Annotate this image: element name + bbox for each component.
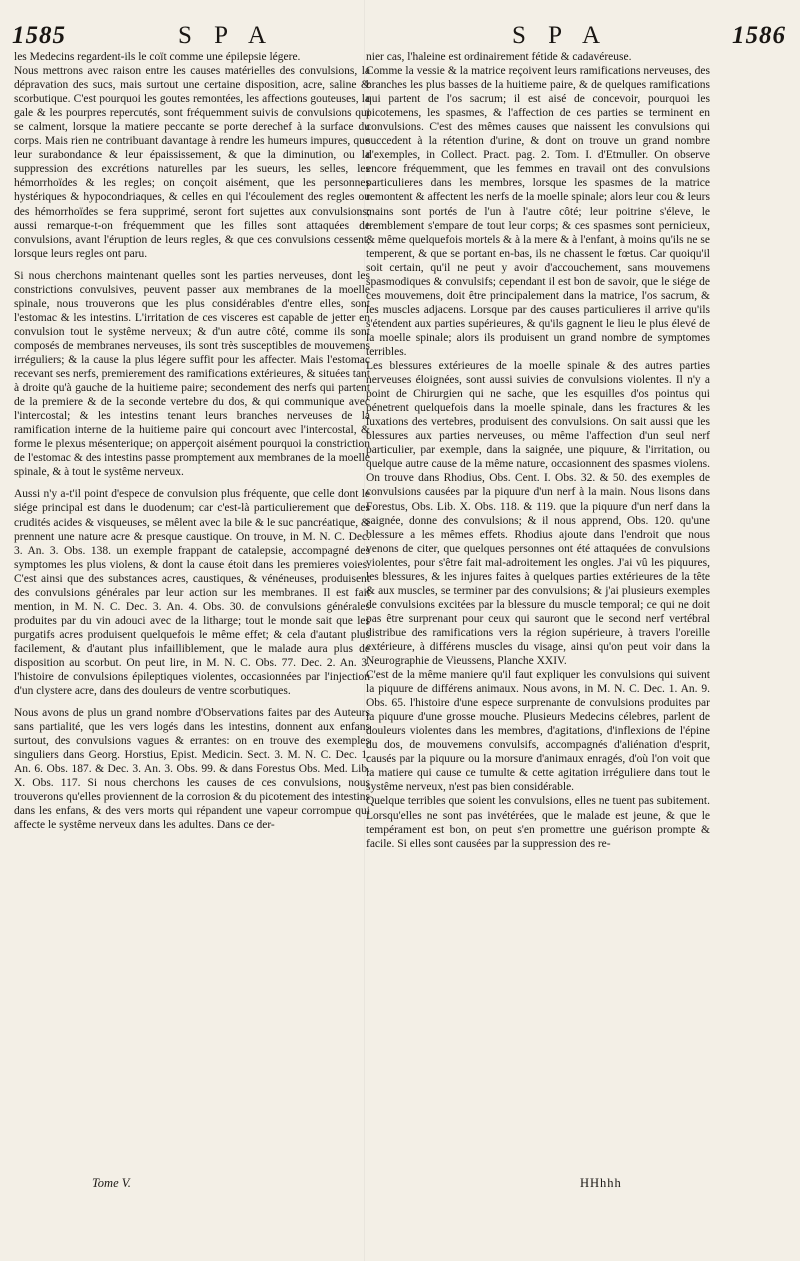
paragraph: Si nous cherchons maintenant quelles sont les parties nerveuses, dont les constrictions convulsives, peuvent passer aux membranes de la moelle spinale, nous trouverons que les plus considérables d'entre elles, sont l'estomac & les intestins. L'irritation de ces visceres est capable de jetter en convulsion tout le systême nerveux; & d'un autre côté, comme ils sont composés de membranes nerveuses, ils sont très susceptibles de mouvemens irréguliers; & la cause la plus légere suffit pour les affecter. Mais l'estomac recevant ses nerfs, premierement des ramifications extérieures, & situées tant à droite qu'à gauche de la huitieme paire; secondement des nerfs qui partent de la premiere & de la seconde vertebre du dos, & qui communique avec l'intercostal; & les intestins tenant leurs branches nerveuses de la ramification interne de la huitieme paire qui concourt avec l'intercostal, & forme le plexus mésenterique; on apperçoit aisément pourquoi la constriction de l'estomac & des intestins passe promptement aux membranes de la moelle spinale, & à tout le systême nerveux. (14, 269, 370, 479)
page-number-right: 1586 (732, 22, 786, 49)
paragraph: Nous avons de plus un grand nombre d'Observations faites par des Auteurs sans partialité, que les vers logés dans les intestins, donnent aux enfans surtout, des convulsions vagues & errantes: on en trouve des exemples singuliers dans Georg. Horstius, Epist. Medicin. Sect. 3. M. N. C. Dec. 1. An. 6. Obs. 187. & Dec. 3. An. 3. Obs. 99. & dans Forestus Obs. Med. Lib. X. Obs. 117. Si nous cherchons les causes de ces convulsions, nous trouverons qu'elles proviennent de la corrosion & du picotement des intestins dans les enfans, & des vers morts qui répandent une vapeur corrompue qui affecte le systême nerveux dans les adultes. Dans ce der- (14, 707, 370, 832)
paragraph: Les blessures extérieures de la moelle spinale & des autres parties nerveuses éloignées, sont aussi suivies de convulsions violentes. Il n'y a point de Chirurgien qui ne sache, que les esquilles d'os pointus qui pénetrent quelquefois dans la moelle spinale, dans les fractures & les luxations des vertebres, produisent des convulsions. On sait aussi que les blessures aux parties nerveuses, ou même l'affection d'un seul nerf particulier, par exemple, dans la saignée, une piquure, & l'irritation, ou quelque autre cause de la même nature, occasionnent des spasmes violens. On trouve dans Rhodius, Obs. Cent. I. Obs. 32. & 50. des exemples de convulsions causées par la piquure d'un nerf à la main. Nous lisons dans Forestus, Obs. Lib. X. Obs. 118. & 119. que la piquure d'un nerf dans la saignée, donne des convulsions; & il nous apprend, Obs. 120. qu'une blessure a les mêmes effets. Rhodius ajoute dans l'endroit que nous venons de citer, que quelques personnes ont été attaquées de convulsions violentes, pour s'être fait mal-adroitement les ongles. J'ai vû les piquures, les blessures, & les injures faites à quelques parties extérieures de la tête & aux muscles, se terminer par des convulsions; & j'ai plusieurs exemples de convulsions excitées par la blessure du muscle temporal; ce qui ne doit pas être surprenant pour ceux qui sauront que le second nerf vertébral distribue des ramifications vers la région supérieure, à travers l'oreille extérieure, à différens muscles du visage, ainsi qu'on peut voir dans la Neurographie de Vieussens, Planche XXIV. (366, 360, 710, 668)
volume-signature: Tome V. (92, 1176, 131, 1190)
paragraph: les Medecins regardent-ils le coït comme une épilepsie légere. (14, 51, 301, 63)
paragraph: Quelque terribles que soient les convulsions, elles ne tuent pas subitement. Lorsqu'elles ne sont pas invétérées, que le malade est jeune, & que le tempérament est bon, on peut s'en promettre une guérison prompte & facile. Si elles sont causées par la suppression des re- (366, 795, 710, 850)
gathering-signature: HHhhh (580, 1176, 622, 1190)
right-column (366, 50, 710, 851)
running-head-left: S P A (178, 22, 275, 49)
paragraph: nier cas, l'haleine est ordinairement fétide & cadavéreuse. (366, 51, 632, 63)
left-column (14, 50, 370, 833)
paragraph: C'est de la même maniere qu'il faut expliquer les convulsions qui suivent la piquure de différens animaux. Nous avons, in M. N. C. Dec. 1. An. 9. Obs. 65. l'histoire d'une espece surprenante de convulsions produites par la piquure d'une grosse mouche. Plusieurs Medecins célebres, parlent de douleurs violentes dans les membres, d'agitations, d'inflexions de l'épine du dos, de mouvemens convulsifs, accompagnés d'aliénation d'esprit, causés par la piquure ou la morsure d'animaux enragés, d'où l'on voit que la matiere qui cause ce tumulte & cette agitation irréguliere dans tout le systême nerveux, n'est pas bien considérable. (366, 669, 710, 794)
paragraph: Comme la vessie & la matrice reçoivent leurs ramifications nerveuses, des branches les plus basses de la huitieme paire, & de quelques ramifications qui partent de l'os sacrum; il est aisé de concevoir, pourquoi les picotemens, les spasmes, & l'affection de ces parties se terminent en convulsions. C'est des mêmes causes que naissent les convulsions qui succedent à la rétention d'urine, & dont on trouve un grand nombre d'exemples, in Collect. Pract. pag. 2. Tom. I. d'Etmuller. On observe encore fréquemment, que les femmes en travail ont des convulsions particulieres dans les membres, lorsque les spasmes de la matrice remontent & affectent les nerfs de la moelle spinale; alors leur cou & leurs mains sont portés de l'un à l'autre côté; leur poitrine s'éleve, le tremblement s'empare de tout leur corps; & ces spasmes sont pernicieux, & même quelquefois mortels & à la mere & à l'enfant, à moins qu'ils ne se temperent, & que se portant en-bas, ils ne chassent le fœtus. Car quoiqu'il soit certain, qu'il ne peut y avoir d'accouchement, sans mouvemens spasmodiques & convulsifs; cependant il est bon de savoir, que le siége de ces mouvemens, doit être principalement dans la matrice, l'os sacrum, & les muscles adjacens. Lorsque par des causes particulieres il arrive qu'ils s'étendent aux parties supérieures, & qu'ils gagnent le lieu le plus élevé de la moelle spinale; alors ils produisent un grand nombre de symptomes terribles. (366, 65, 710, 358)
page-number-left: 1585 (12, 22, 66, 49)
paragraph: Nous mettrons avec raison entre les causes matérielles des convulsions, la dépravation des sucs, mais surtout une certaine disposition, acre, saline & scorbutique. C'est pourquoi les goutes remontées, les affections gouteuses, la gale & les pourpres repercutés, sont fréquemment suivis de convulsions qui se calment, lorsque la matiere peccante se porte derechef à la surface du corps. Mais rien ne contribuant davantage à rendre les humeurs impures, que leur surabondance & leur épaississement, & que la diminution, ou la suppression des excrétions naturelles par les sueurs, les selles, les hémorrhoïdes & les regles; on conçoit aisément, que les personnes hystériques & hypocondriaques, & celles en qui l'écoulement des regles ou des hémorrhoïdes se fera supprimé, seront fort sujettes aux convulsions; aussi remarque-t-on fréquemment que les filles sont attaquées de convulsions, avant l'éruption de leurs regles, & que ces convulsions cessent, lorsque leurs regles ont paru. (14, 65, 370, 260)
paragraph: Aussi n'y a-t'il point d'espece de convulsion plus fréquente, que celle dont le siége principal est dans le duodenum; car c'est-là particulierement que des crudités acides & visqueuses, se mêlent avec la bile & le suc pancréatique, & prennent une nature acre & presque caustique. On trouve, in M. N. C. Dec. 3. An. 3. Obs. 138. un exemple frappant de catalepsie, accompagné des symptomes les plus violens, & dont la cause étoit dans les premieres voies. C'est ainsi que des substances acres, caustiques, & vénéneuses, produisent des convulsions générales par leur action sur les membranes. Il est fait mention, in M. N. C. Dec. 3. An. 4. Obs. 30. de convulsions générales produites par du vin adouci avec de la litharge; tout le monde sait que les purgatifs acres produisent quelquefois le même effet; & cela d'autant plus facilement, & d'autant plus infailliblement, que le malade aura plus de disposition au scorbut. On peut lire, in M. N. C. Obs. 77. Dec. 2. An. 3. l'histoire de convulsions épileptiques violentes, occasionnées par l'injection d'un clystere acre, dans des douleurs de ventre scorbutiques. (14, 488, 370, 698)
running-head-right: S P A (512, 22, 609, 49)
